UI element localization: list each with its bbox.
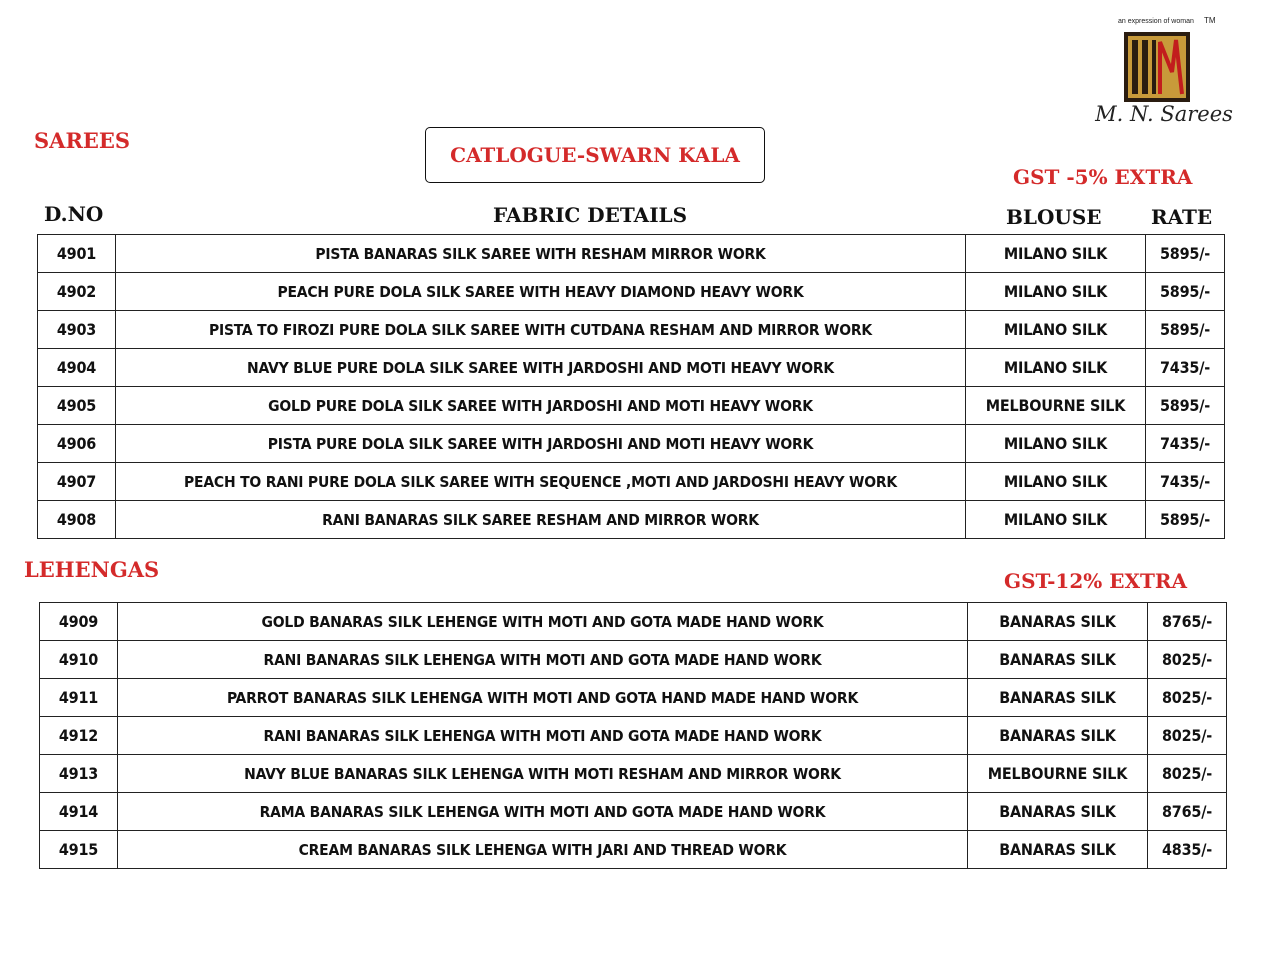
design-number-cell: 4902 xyxy=(38,273,116,311)
blouse-type-cell: MELBOURNE SILK xyxy=(968,755,1148,793)
design-number-cell: 4905 xyxy=(38,387,116,425)
header-blouse: BLOUSE xyxy=(1006,205,1102,229)
table-row xyxy=(40,755,1227,793)
fabric-details-cell: CREAM BANARAS SILK LEHENGA WITH JARI AND THREAD WORK xyxy=(118,831,968,869)
design-number-cell: 4903 xyxy=(38,311,116,349)
design-number-cell: 4915 xyxy=(40,831,118,869)
header-rate: RATE xyxy=(1151,205,1213,229)
table-row xyxy=(40,641,1227,679)
fabric-details-cell: PEACH PURE DOLA SILK SAREE WITH HEAVY DIAMOND HEAVY WORK xyxy=(116,273,966,311)
design-number-cell: 4907 xyxy=(38,463,116,501)
fabric-details-cell: RANI BANARAS SILK LEHENGA WITH MOTI AND GOTA MADE HAND WORK xyxy=(118,717,968,755)
fabric-details-cell: RANI BANARAS SILK LEHENGA WITH MOTI AND GOTA MADE HAND WORK xyxy=(118,641,968,679)
rate-cell: 8765/- xyxy=(1148,793,1227,831)
rate-cell: 5895/- xyxy=(1146,501,1225,539)
brand-logo xyxy=(1080,12,1265,132)
fabric-details-cell: PISTA PURE DOLA SILK SAREE WITH JARDOSHI AND MOTI HEAVY WORK xyxy=(116,425,966,463)
rate-cell: 5895/- xyxy=(1146,311,1225,349)
blouse-type-cell: MILANO SILK xyxy=(966,311,1146,349)
blouse-type-cell: MILANO SILK xyxy=(966,273,1146,311)
rate-cell: 8025/- xyxy=(1148,679,1227,717)
rate-cell: 8025/- xyxy=(1148,717,1227,755)
rate-cell: 4835/- xyxy=(1148,831,1227,869)
blouse-type-cell: BANARAS SILK xyxy=(968,679,1148,717)
rate-cell: 8025/- xyxy=(1148,641,1227,679)
rate-cell: 7435/- xyxy=(1146,349,1225,387)
table-row xyxy=(38,311,1225,349)
sarees-section-title: SAREES xyxy=(34,128,131,153)
blouse-type-cell: MILANO SILK xyxy=(966,425,1146,463)
rate-cell: 5895/- xyxy=(1146,387,1225,425)
blouse-type-cell: MELBOURNE SILK xyxy=(966,387,1146,425)
table-row xyxy=(40,831,1227,869)
lehengas-gst-note: GST-12% EXTRA xyxy=(1004,569,1187,593)
fabric-details-cell: RANI BANARAS SILK SAREE RESHAM AND MIRROR WORK xyxy=(116,501,966,539)
fabric-details-cell: PISTA BANARAS SILK SAREE WITH RESHAM MIRROR WORK xyxy=(116,235,966,273)
table-row xyxy=(38,387,1225,425)
blouse-type-cell: MILANO SILK xyxy=(966,501,1146,539)
design-number-cell: 4910 xyxy=(40,641,118,679)
blouse-type-cell: BANARAS SILK xyxy=(968,603,1148,641)
table-row xyxy=(38,349,1225,387)
fabric-details-cell: GOLD PURE DOLA SILK SAREE WITH JARDOSHI AND MOTI HEAVY WORK xyxy=(116,387,966,425)
design-number-cell: 4911 xyxy=(40,679,118,717)
rate-cell: 7435/- xyxy=(1146,463,1225,501)
fabric-details-cell: RAMA BANARAS SILK LEHENGA WITH MOTI AND GOTA MADE HAND WORK xyxy=(118,793,968,831)
design-number-cell: 4914 xyxy=(40,793,118,831)
blouse-type-cell: BANARAS SILK xyxy=(968,641,1148,679)
table-row xyxy=(38,463,1225,501)
logo-mark-icon xyxy=(1124,32,1190,102)
blouse-type-cell: MILANO SILK xyxy=(966,349,1146,387)
table-row xyxy=(38,273,1225,311)
blouse-type-cell: MILANO SILK xyxy=(966,235,1146,273)
catalogue-title: CATLOGUE-SWARN KALA xyxy=(450,143,740,167)
fabric-details-cell: NAVY BLUE PURE DOLA SILK SAREE WITH JARDOSHI AND MOTI HEAVY WORK xyxy=(116,349,966,387)
design-number-cell: 4904 xyxy=(38,349,116,387)
fabric-details-cell: PARROT BANARAS SILK LEHENGA WITH MOTI AND GOTA HAND MADE HAND WORK xyxy=(118,679,968,717)
header-dno: D.NO xyxy=(44,202,104,226)
header-fabric-details: FABRIC DETAILS xyxy=(493,203,688,227)
fabric-details-cell: PISTA TO FIROZI PURE DOLA SILK SAREE WITH CUTDANA RESHAM AND MIRROR WORK xyxy=(116,311,966,349)
logo-brand-name: M. N. Sarees xyxy=(1095,102,1233,126)
sarees-table xyxy=(37,234,1225,539)
table-row xyxy=(38,501,1225,539)
table-row xyxy=(38,425,1225,463)
design-number-cell: 4906 xyxy=(38,425,116,463)
table-row xyxy=(38,235,1225,273)
table-row xyxy=(40,603,1227,641)
design-number-cell: 4912 xyxy=(40,717,118,755)
design-number-cell: 4908 xyxy=(38,501,116,539)
fabric-details-cell: PEACH TO RANI PURE DOLA SILK SAREE WITH SEQUENCE ,MOTI AND JARDOSHI HEAVY WORK xyxy=(116,463,966,501)
fabric-details-cell: NAVY BLUE BANARAS SILK LEHENGA WITH MOTI RESHAM AND MIRROR WORK xyxy=(118,755,968,793)
table-row xyxy=(40,679,1227,717)
fabric-details-cell: GOLD BANARAS SILK LEHENGE WITH MOTI AND GOTA MADE HAND WORK xyxy=(118,603,968,641)
rate-cell: 8025/- xyxy=(1148,755,1227,793)
lehengas-table xyxy=(39,602,1227,869)
table-row xyxy=(40,793,1227,831)
rate-cell: 8765/- xyxy=(1148,603,1227,641)
design-number-cell: 4909 xyxy=(40,603,118,641)
logo-tagline: an expression of woman xyxy=(1118,18,1194,25)
logo-trademark: TM xyxy=(1204,16,1216,25)
blouse-type-cell: BANARAS SILK xyxy=(968,831,1148,869)
design-number-cell: 4901 xyxy=(38,235,116,273)
blouse-type-cell: BANARAS SILK xyxy=(968,793,1148,831)
rate-cell: 7435/- xyxy=(1146,425,1225,463)
sarees-gst-note: GST -5% EXTRA xyxy=(1013,165,1193,189)
catalogue-title-box xyxy=(425,127,765,183)
design-number-cell: 4913 xyxy=(40,755,118,793)
table-row xyxy=(40,717,1227,755)
blouse-type-cell: MILANO SILK xyxy=(966,463,1146,501)
blouse-type-cell: BANARAS SILK xyxy=(968,717,1148,755)
rate-cell: 5895/- xyxy=(1146,273,1225,311)
rate-cell: 5895/- xyxy=(1146,235,1225,273)
lehengas-section-title: LEHENGAS xyxy=(24,557,160,582)
